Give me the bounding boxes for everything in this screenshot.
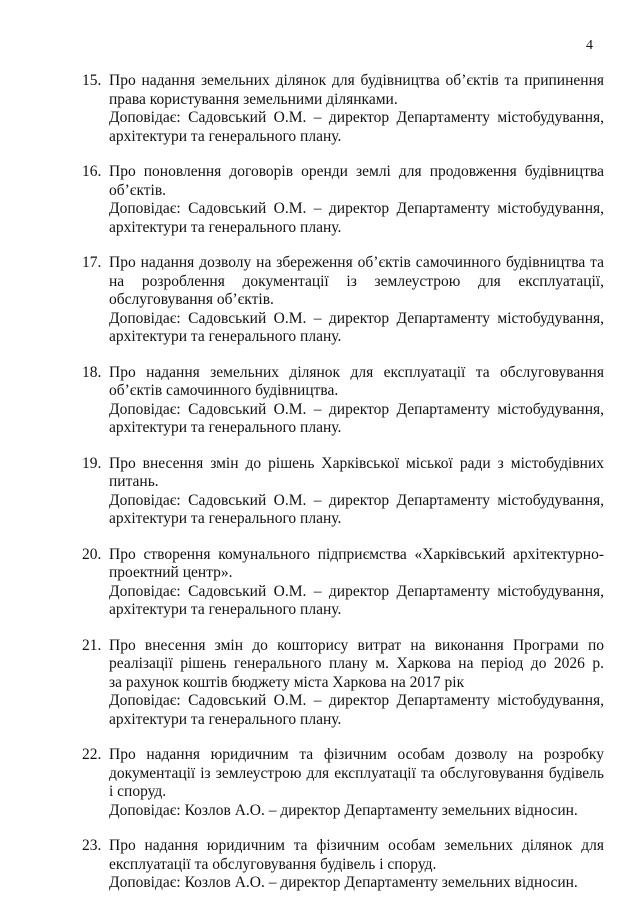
agenda-item-title-line: і споруд. <box>109 783 167 800</box>
agenda-item-title-line: об’єктів самочинного будівництва. <box>109 382 339 399</box>
agenda-item-speaker-line: Доповідає: Садовський О.М. – директор Департаменту містобудування, <box>109 692 604 709</box>
agenda-item-speaker-line: архітектури та генерального плану. <box>109 218 342 236</box>
agenda-item-title-line: Про внесення змін до кошторису витрат на виконання Програми по <box>109 636 604 654</box>
agenda-item-speaker-line: Доповідає: Садовський О.М. – директор Департаменту містобудування, <box>109 400 604 418</box>
agenda-item <box>82 72 604 146</box>
agenda-item-speaker-line: архітектури та генерального плану. <box>109 710 342 728</box>
agenda-list <box>82 72 604 910</box>
agenda-item <box>82 364 604 438</box>
agenda-item-number: 19. <box>82 454 102 472</box>
agenda-item-speaker-line: Доповідає: Садовський О.М. – директор Департаменту містобудування, <box>109 200 604 217</box>
agenda-item-title-line: об’єктів. <box>109 181 167 199</box>
agenda-item-number: 16. <box>82 163 102 180</box>
agenda-item-speaker-line: архітектури та генерального плану. <box>109 328 342 345</box>
agenda-item-speaker-line: Доповідає: Садовський О.М. – директор Департаменту містобудування, <box>109 309 604 327</box>
agenda-item-number: 21. <box>82 636 102 654</box>
agenda-item-speaker-line: Доповідає: Козлов А.О. – директор Департаменту земельних відносин. <box>109 801 578 819</box>
agenda-item-title-line: проектний центр». <box>109 564 233 581</box>
agenda-item-title-line: права користування земельними ділянками. <box>109 90 398 108</box>
agenda-item-number: 23. <box>82 837 102 854</box>
agenda-item-speaker-line: архітектури та генерального плану. <box>109 419 342 436</box>
agenda-item <box>82 254 604 347</box>
agenda-item <box>82 746 604 820</box>
agenda-item-title-line: Про надання земельних ділянок для експлуатації та обслуговування <box>109 363 604 381</box>
agenda-item-number: 18. <box>82 363 102 381</box>
agenda-item <box>82 637 604 730</box>
agenda-item-title-line: Про надання земельних ділянок для будівництва об’єктів та припинення <box>109 72 604 89</box>
agenda-item-number: 15. <box>82 72 102 89</box>
agenda-item-title-line: Про надання юридичним та фізичним особам дозволу на розробку <box>109 746 604 763</box>
agenda-item-number: 22. <box>82 746 102 763</box>
agenda-item-title-line: реалізації рішень генерального плану м. Харкова на період до 2026 р. <box>109 655 604 672</box>
agenda-item <box>82 837 604 893</box>
agenda-item-speaker-line: Доповідає: Козлов А.О. – директор Департаменту земельних відносин. <box>109 874 578 891</box>
agenda-item <box>82 455 604 529</box>
agenda-item-speaker-line: Доповідає: Садовський О.М. – директор Департаменту містобудування, <box>109 109 604 126</box>
agenda-item-title-line: експлуатації та обслуговування будівель і споруд. <box>109 855 437 873</box>
agenda-item <box>82 163 604 237</box>
agenda-item-number: 20. <box>82 545 102 563</box>
agenda-item-number: 17. <box>82 254 102 271</box>
agenda-item-title-line: Про надання дозволу на збереження об’єктів самочинного будівництва та <box>109 254 604 271</box>
agenda-item-title-line: Про внесення змін до рішень Харківської міської ради з містобудівних <box>109 454 604 472</box>
agenda-item-speaker-line: Доповідає: Садовський О.М. – директор Департаменту містобудування, <box>109 491 604 509</box>
page-number: 4 <box>586 38 593 53</box>
agenda-item-title-line: Про створення комунального підприємства «Харківський архітектурно- <box>109 545 604 563</box>
agenda-item-title-line: Про поновлення договорів оренди землі для продовження будівництва <box>109 163 604 180</box>
agenda-item-speaker-line: архітектури та генерального плану. <box>109 601 342 618</box>
agenda-item-title-line: документації із землеустрою для експлуатації та обслуговування будівель <box>109 764 604 782</box>
agenda-item <box>82 546 604 620</box>
agenda-item-title-line: Про надання юридичним та фізичним особам земельних ділянок для <box>109 837 604 854</box>
agenda-item-title-line: на розроблення документації із землеустрою для експлуатації, <box>109 272 604 290</box>
agenda-item-title-line: за рахунок коштів бюджету міста Харкова на 2017 рік <box>109 673 465 691</box>
agenda-item-speaker-line: архітектури та генерального плану. <box>109 510 342 527</box>
agenda-item-title-line: обслуговування об’єктів. <box>109 291 274 308</box>
agenda-item-speaker-line: Доповідає: Садовський О.М. – директор Департаменту містобудування, <box>109 582 604 600</box>
agenda-item-title-line: питань. <box>109 473 159 490</box>
agenda-item-speaker-line: архітектури та генерального плану. <box>109 127 342 145</box>
